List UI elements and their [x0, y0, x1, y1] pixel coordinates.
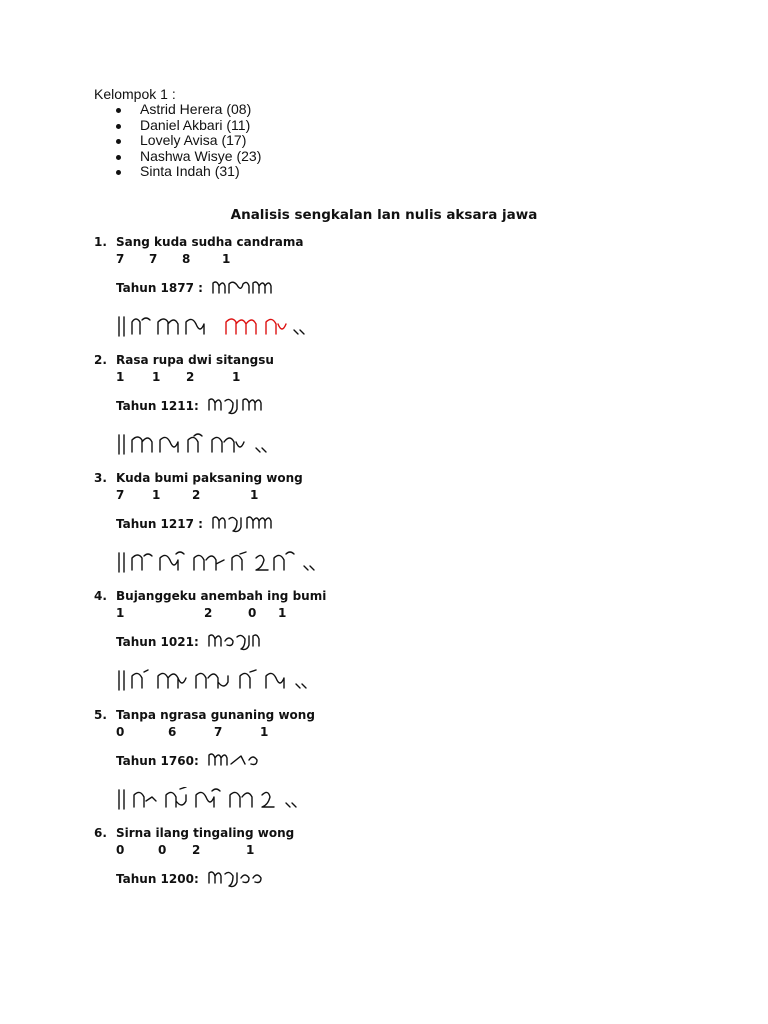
javanese-script-glyph	[116, 668, 356, 694]
item-number: 1.	[94, 235, 107, 249]
digit: 1	[116, 370, 125, 384]
year-label: Tahun 1200:	[116, 872, 199, 886]
digit: 0	[158, 843, 167, 857]
list-item: Astrid Herera (08)	[116, 102, 261, 118]
digit: 7	[149, 252, 158, 266]
year-row	[116, 279, 273, 301]
item-number: 4.	[94, 589, 107, 603]
year-row	[116, 515, 275, 537]
sengkalan-phrase: Bujanggeku anembah ing bumi	[116, 589, 327, 603]
item-number: 2.	[94, 353, 107, 367]
javanese-script-glyph	[116, 787, 336, 813]
digit: 1	[246, 843, 255, 857]
sengkalan-phrase: Kuda bumi paksaning wong	[116, 471, 303, 485]
digit: 1	[278, 606, 287, 620]
digit: 1	[116, 606, 125, 620]
digit-row	[116, 843, 416, 859]
digit: 1	[250, 488, 259, 502]
group-heading: Kelompok 1 :	[94, 86, 176, 102]
document-title: Analisis sengkalan lan nulis aksara jawa	[230, 207, 538, 223]
digit: 7	[214, 725, 223, 739]
javanese-numeral-glyph	[211, 515, 275, 533]
digit: 1	[152, 488, 161, 502]
digit: 1	[222, 252, 231, 266]
year-row	[116, 752, 267, 774]
javanese-numeral-glyph	[211, 280, 273, 296]
year-row	[116, 633, 265, 655]
item-number: 5.	[94, 708, 107, 722]
digit: 0	[248, 606, 257, 620]
year-label: Tahun 1021:	[116, 635, 199, 649]
javanese-numeral-glyph	[207, 752, 267, 770]
year-row	[116, 870, 265, 892]
sengkalan-phrase: Tanpa ngrasa gunaning wong	[116, 708, 315, 722]
sengkalan-phrase: Sirna ilang tingaling wong	[116, 826, 295, 840]
year-label: Tahun 1877 :	[116, 280, 203, 295]
digit: 7	[116, 488, 125, 502]
digit-row	[116, 252, 416, 268]
digit: 7	[116, 252, 125, 266]
digit: 2	[204, 606, 213, 620]
javanese-script-glyph	[116, 314, 336, 340]
digit: 1	[152, 370, 161, 384]
year-label: Tahun 1211:	[116, 399, 199, 413]
list-item: Daniel Akbari (11)	[116, 118, 261, 134]
javanese-numeral-glyph	[207, 870, 265, 888]
digit-row	[116, 606, 416, 622]
digit: 0	[116, 843, 125, 857]
list-item: Nashwa Wisye (23)	[116, 149, 261, 165]
digit: 0	[116, 725, 125, 739]
digit-row	[116, 370, 416, 386]
digit-row	[116, 488, 416, 504]
javanese-script-glyph	[116, 550, 336, 576]
list-item: Sinta Indah (31)	[116, 164, 261, 180]
digit-row	[116, 725, 416, 741]
year-label: Tahun 1217 :	[116, 517, 203, 531]
digit: 1	[260, 725, 269, 739]
digit: 2	[192, 843, 201, 857]
year-row	[116, 397, 269, 419]
sengkalan-phrase: Rasa rupa dwi sitangsu	[116, 353, 274, 367]
digit: 2	[186, 370, 195, 384]
digit: 1	[232, 370, 241, 384]
digit: 6	[168, 725, 177, 739]
sengkalan-phrase: Sang kuda sudha candrama	[116, 235, 304, 249]
digit: 2	[192, 488, 201, 502]
javanese-numeral-glyph	[207, 633, 265, 651]
year-label: Tahun 1760:	[116, 754, 199, 768]
list-item: Lovely Avisa (17)	[116, 133, 261, 149]
member-list	[116, 102, 261, 180]
digit: 8	[182, 252, 191, 266]
javanese-script-glyph	[116, 432, 316, 458]
javanese-numeral-glyph	[207, 397, 269, 415]
item-number: 3.	[94, 471, 107, 485]
item-number: 6.	[94, 826, 107, 840]
